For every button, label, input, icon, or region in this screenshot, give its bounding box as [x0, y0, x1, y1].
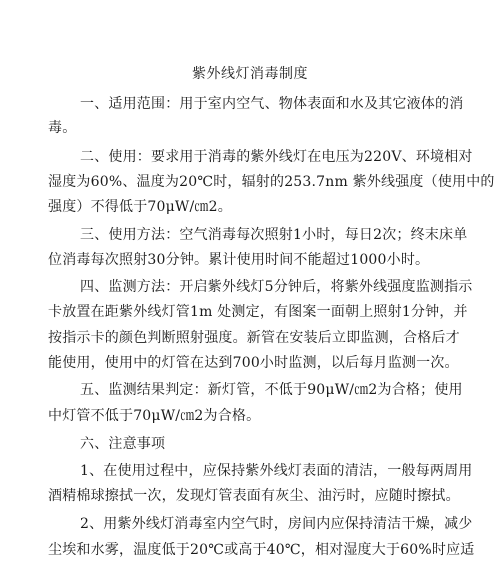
paragraph-line: 三、使用方法：空气消毒每次照射1小时，每日2次；终末床单 — [80, 227, 468, 243]
paragraph-line: 一、适用范围：用于室内空气、物体表面和水及其它液体的消 — [80, 96, 464, 112]
paragraph-line: 毒。 — [48, 120, 77, 136]
document-title: 紫外线灯消毒制度 — [192, 66, 308, 82]
paragraph-line: 四、监测方法：开启紫外线灯5分钟后，将紫外线强度监测指示 — [80, 279, 473, 295]
paragraph-line: 二、使用：要求用于消毒的紫外线灯在电压为220V、环境相对 — [80, 149, 473, 165]
paragraph-line: 2、用紫外线灯消毒室内空气时，房间内应保持清洁干燥，减少 — [80, 516, 473, 532]
paragraph-line: 湿度为60%、温度为20℃时，辐射的253.7nm 紫外线强度（使用中的 — [48, 174, 495, 190]
paragraph-line: 五、监测结果判定：新灯管，不低于90μW/㎝2为合格；使用 — [80, 382, 463, 398]
section-heading: 六、注意事项 — [80, 436, 166, 452]
paragraph-line: 位消毒每次照射30分钟。累计使用时间不能超过1000小时。 — [48, 252, 430, 268]
paragraph-line: 尘埃和水雾，温度低于20℃或高于40℃，相对湿度大于60%时应适 — [48, 542, 475, 558]
paragraph-line: 强度）不得低于70μW/㎝2。 — [48, 199, 232, 215]
paragraph-line: 卡放置在距紫外线灯管1m 处测定，有图案一面朝上照射1分钟，并 — [48, 304, 468, 320]
paragraph-line: 能使用，使用中的灯管在达到700小时监测，以后每月监测一次。 — [48, 355, 459, 371]
paragraph-line: 中灯管不低于70μW/㎝2为合格。 — [48, 408, 261, 424]
paragraph-line: 酒精棉球擦拭一次，发现灯管表面有灰尘、油污时，应随时擦拭。 — [48, 488, 460, 504]
paragraph-line: 1、在使用过程中，应保持紫外线灯表面的清洁，一般每两周用 — [80, 463, 473, 479]
paragraph-line: 按指示卡的颜色判断照射强度。新管在安装后立即监测，合格后才 — [48, 330, 460, 346]
